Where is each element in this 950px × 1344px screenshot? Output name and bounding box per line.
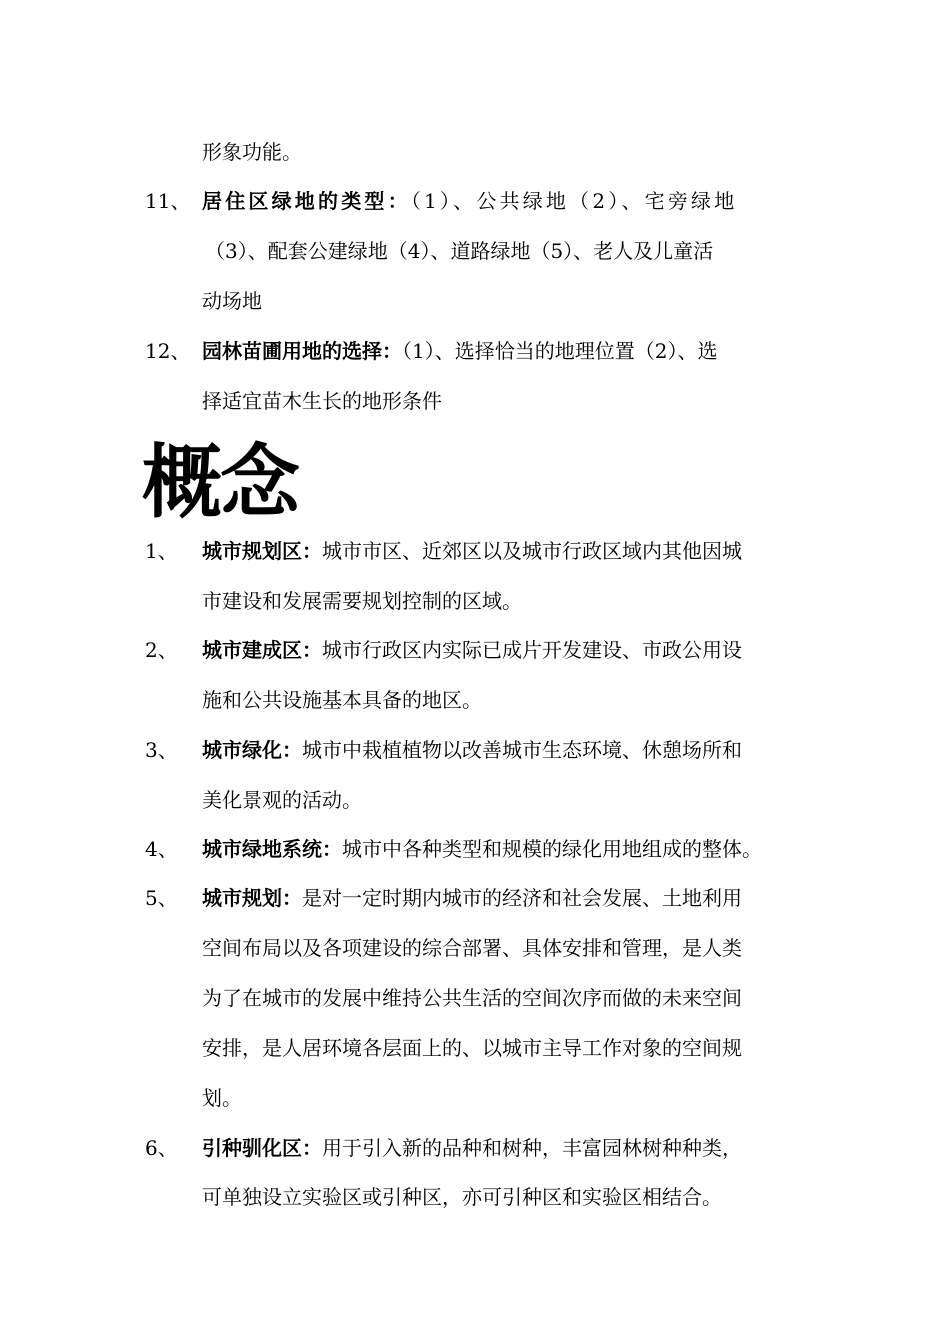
concept-6-line-1	[202, 1134, 742, 1162]
concept-5-number: 5、	[145, 886, 178, 910]
concept-4-text-1: 城市中各种类型和规模的绿化用地组成的整体。	[342, 837, 762, 861]
section-title: 概念	[142, 435, 298, 529]
concept-6-number: 6、	[145, 1136, 178, 1160]
item-11-line-2: （3）、配套公建绿地（4）、道路绿地（5）、老人及儿童活	[205, 239, 714, 263]
item-11-term: 居住区绿地的类型：	[202, 189, 411, 213]
item-11-line-3: 动场地	[202, 289, 262, 313]
concept-1-term: 城市规划区：	[202, 539, 322, 563]
concept-4-line-1	[202, 835, 762, 863]
concept-2-term: 城市建成区：	[202, 638, 322, 662]
item-12-line-1	[202, 337, 717, 365]
item-11-line-1	[202, 187, 737, 215]
concept-6-line-2: 可单独设立实验区或引种区，亦可引种区和实验区相结合。	[202, 1185, 722, 1209]
concept-5-line-3: 为了在城市的发展中维持公共生活的空间次序而做的未来空间	[202, 986, 742, 1010]
concept-1-line-1	[202, 537, 742, 565]
item-12-term: 园林苗圃用地的选择：	[202, 339, 402, 363]
concept-5-line-4: 安排，是人居环境各层面上的、以城市主导工作对象的空间规	[202, 1036, 742, 1060]
concept-1-number: 1、	[145, 539, 178, 563]
concept-4-term: 城市绿地系统：	[202, 837, 342, 861]
concept-2-line-1	[202, 636, 742, 664]
item-12-text-1: （1）、选择恰当的地理位置（2）、选	[402, 339, 718, 363]
concept-5-term: 城市规划：	[202, 886, 302, 910]
item-11-text-1: （1）、公共绿地（2）、宅旁绿地	[410, 189, 738, 213]
concept-6-term: 引种驯化区：	[202, 1136, 322, 1160]
concept-1-line-2: 市建设和发展需要规划控制的区域。	[202, 589, 522, 613]
concept-3-text-1: 城市中栽植植物以改善城市生态环境、休憩场所和	[302, 738, 742, 762]
item-11-number: 11、	[145, 189, 191, 213]
concept-6-text-1: 用于引入新的品种和树种，丰富园林树种种类，	[322, 1136, 742, 1160]
concept-3-number: 3、	[145, 738, 178, 762]
concept-5-line-5: 划。	[202, 1086, 242, 1110]
concept-5-line-2: 空间布局以及各项建设的综合部署、具体安排和管理，是人类	[202, 936, 742, 960]
concept-2-text-1: 城市行政区内实际已成片开发建设、市政公用设	[322, 638, 742, 662]
item-12-line-2: 择适宜苗木生长的地形条件	[202, 389, 442, 413]
concept-4-number: 4、	[145, 837, 178, 861]
concept-2-line-2: 施和公共设施基本具备的地区。	[202, 688, 482, 712]
concept-1-text-1: 城市市区、近郊区以及城市行政区域内其他因城	[322, 539, 742, 563]
concept-3-term: 城市绿化：	[202, 738, 302, 762]
concept-5-text-1: 是对一定时期内城市的经济和社会发展、土地利用	[302, 886, 742, 910]
concept-3-line-1	[202, 736, 742, 764]
concept-5-line-1	[202, 884, 742, 912]
concept-3-line-2: 美化景观的活动。	[202, 788, 362, 812]
item-12-number: 12、	[145, 339, 191, 363]
fragment-line: 形象功能。	[202, 140, 302, 164]
concept-2-number: 2、	[145, 638, 178, 662]
